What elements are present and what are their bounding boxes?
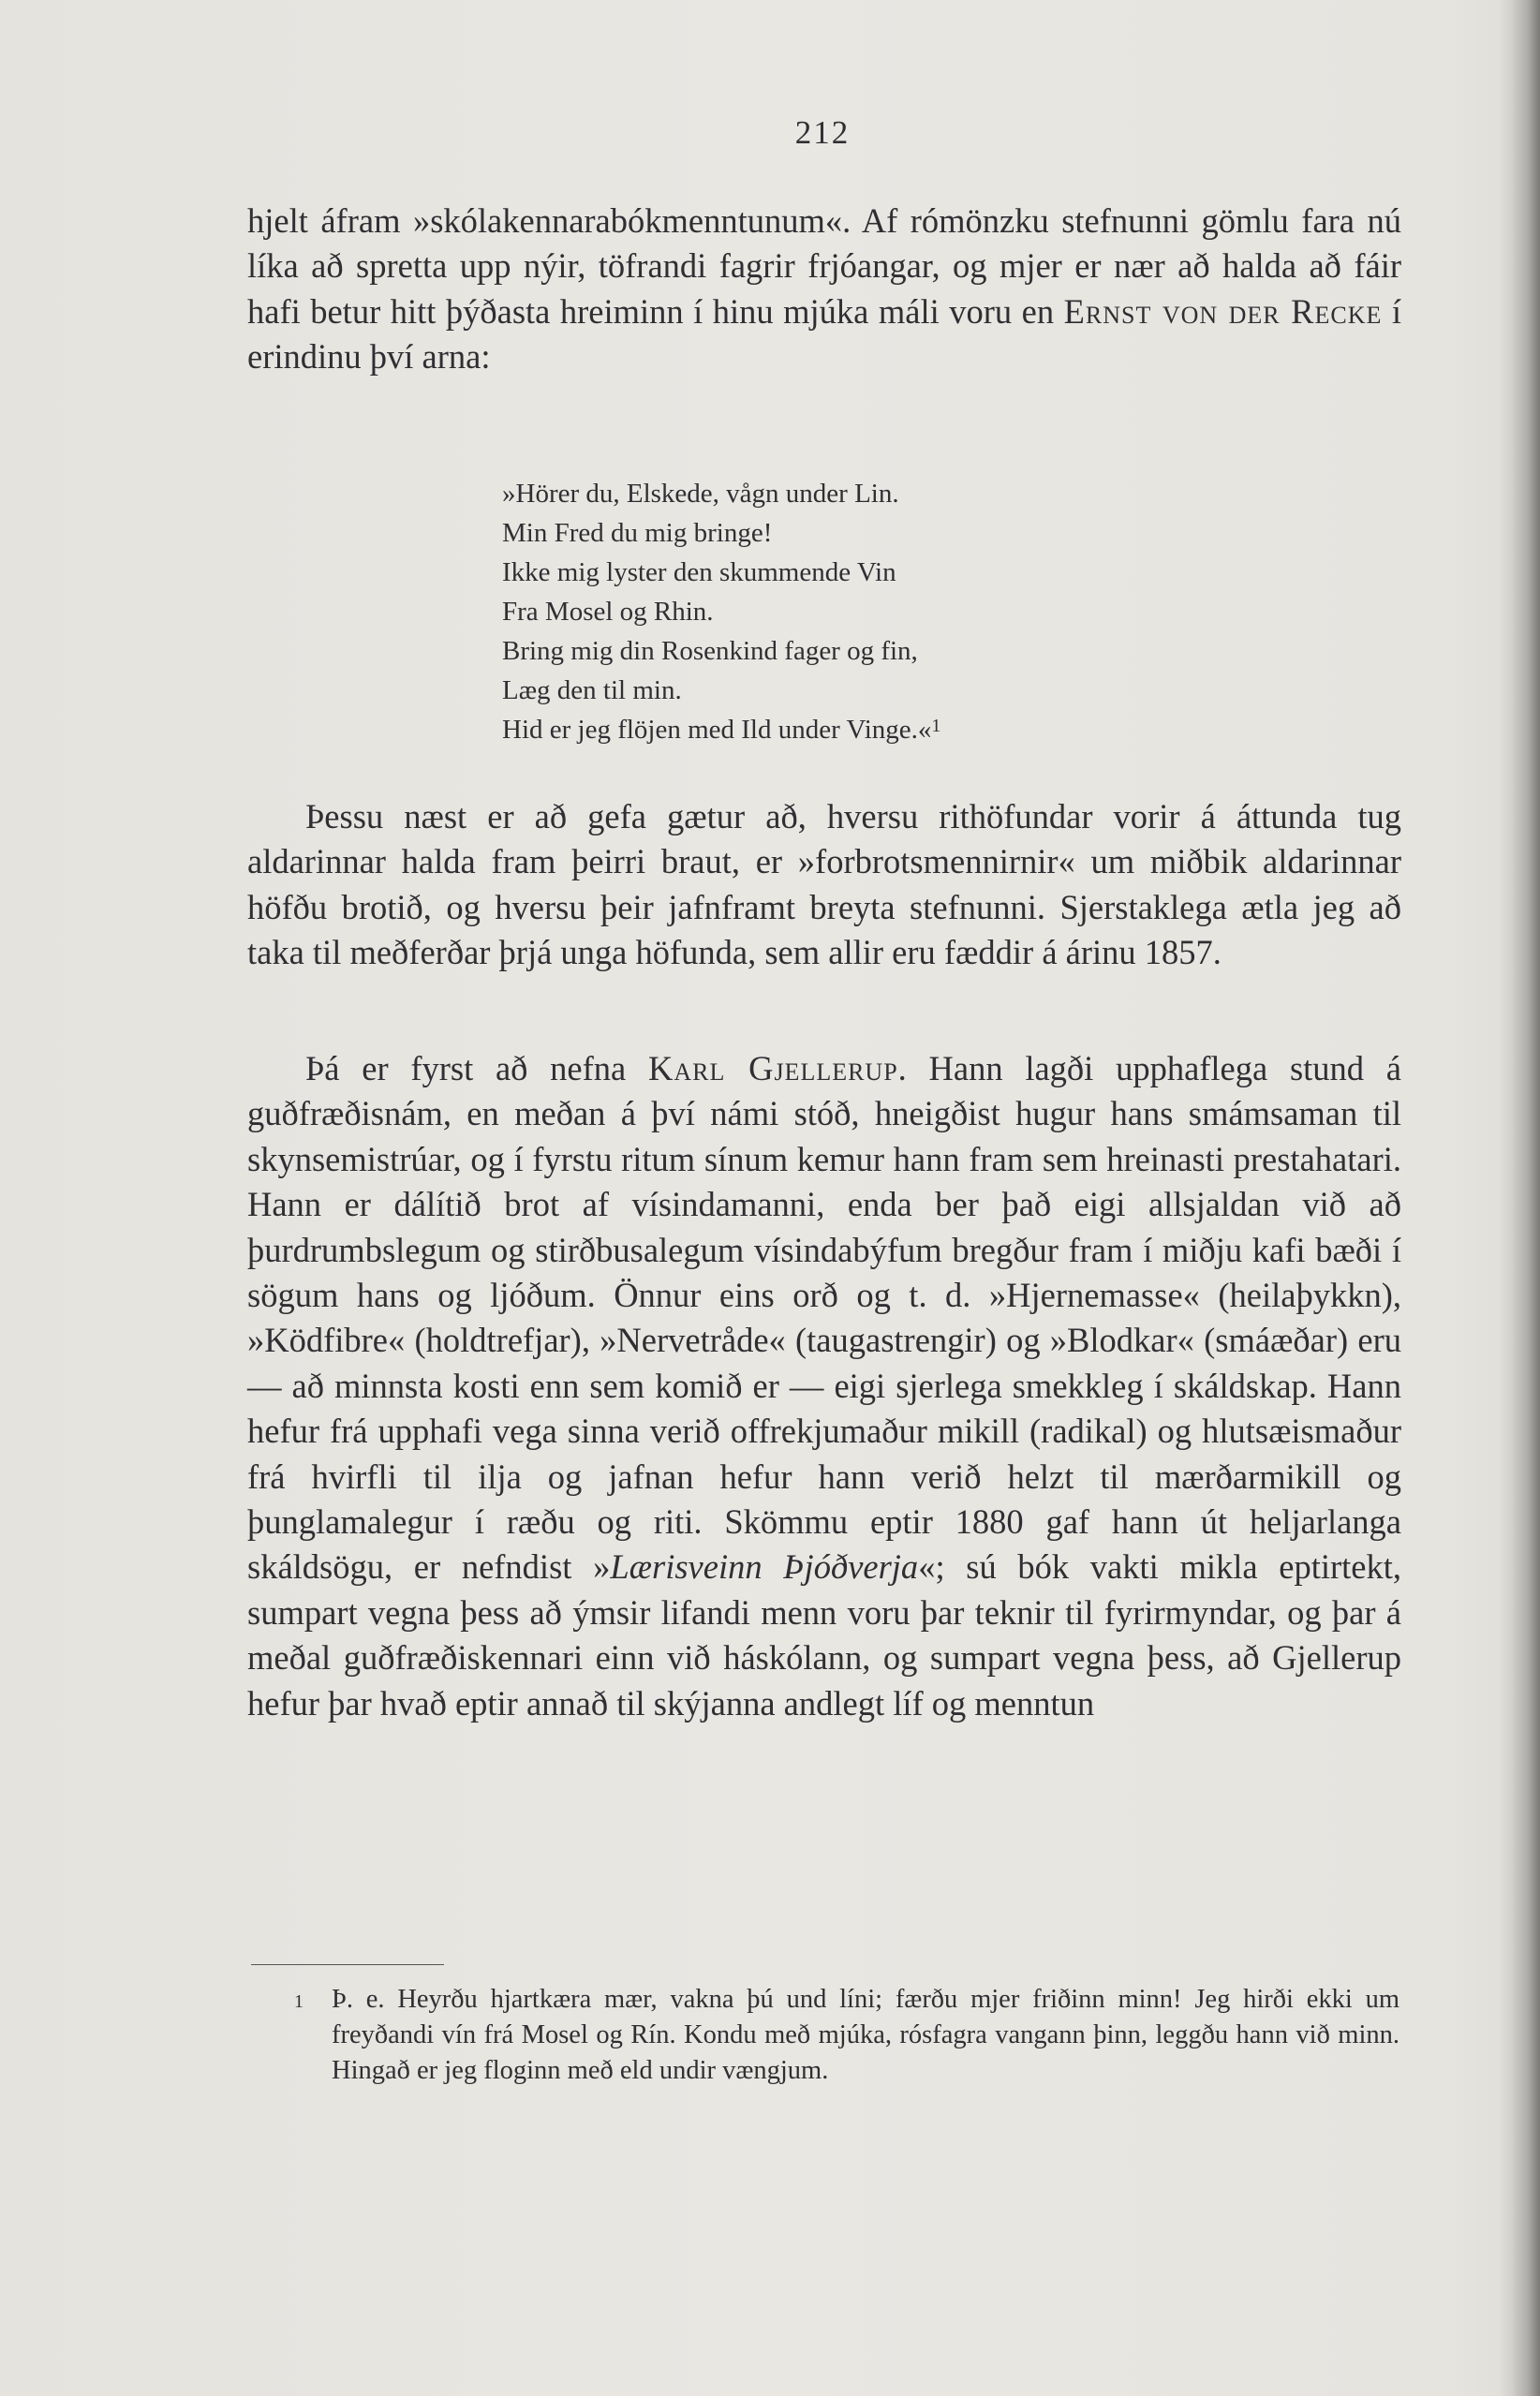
paragraph-3 <box>247 1046 1401 1726</box>
paragraph-2: Þessu næst er að gefa gætur að, hversu rithöfundar vorir á áttunda tug aldarinnar halda fram þeirri braut, er »forbrotsmennirnir« um miðbik aldarinnar höfðu brotið, og hversu þeir jafnframt breyta stefnunni. Sjerstaklega ætla jeg að taka til meðferðar þrjá unga höfunda, sem allir eru fæddir á árinu 1857. <box>247 797 1401 972</box>
poem-line-1: »Hörer du, Elskede, vågn under Lin. <box>502 479 899 509</box>
book-title: Lærisveinn Þjóðverja <box>610 1547 919 1587</box>
poem-quote <box>502 474 940 749</box>
footnote-text: Þ. e. Heyrðu hjartkæra mær, vakna þú und líni; færðu mjer friðinn minn! Jeg hirði ekki um freyðandi vín frá Mosel og Rín. Kondu með mjúka, rósfagra vangann þinn, leggðu hann við minn. Hingað er jeg floginn með eld undir vængjum. <box>332 1985 1399 2085</box>
poem-line-5: Bring mig din Rosenkind fager og fin, <box>502 636 918 666</box>
poem-line-6: Læg den til min. <box>502 675 682 705</box>
footnote-marker: 1 <box>294 1991 304 2012</box>
poem-line-3: Ikke mig lyster den skummende Vin <box>502 557 896 587</box>
footnote-divider <box>251 1964 444 1965</box>
paragraph-3-text-b: . Hann lagði upphaflega stund á guðfræðisnám, en meðan á því námi stóð, hneigðist hugur hans smámsaman til skynsemistrúar, og í fyrstu ritum sínum kemur hann fram sem hreinasti prestahatari. Hann er dálítið brot af vísindamanni, enda ber það eigi allsjaldan við að þurdrumbslegum og stirðbusalegum vísindabýfum bregður fram í miðju kafi bæði í sögum hans og ljóðum. Önnur eins orð og t. d. »Hjernemasse« (heilaþykkn), »Ködfibre« (holdtrefjar), »Nervetråde« (taugastrengir) og »Blodkar« (smáæðar) eru — að minnsta kosti enn sem komið er — eigi sjerlega smekkleg í skáldskap. Hann hefur frá upphafi vega sinna verið offrekjumaður mikill (radikal) og hlutsæismaður frá hvirfli til ilja og jafnan hefur hann verið helzt til mærðarmikill og þunglamalegur í ræðu og riti. Skömmu eptir 1880 gaf hann út heljarlanga skáldsögu, er nefndist » <box>247 1049 1401 1587</box>
footnote-reference: 1 <box>931 716 941 736</box>
poem-line-7 <box>502 710 940 749</box>
footnote <box>294 1982 1399 2089</box>
author-name-recke: Ernst von der Recke <box>1063 291 1383 331</box>
poem-line-4: Fra Mosel og Rhin. <box>502 597 714 627</box>
paragraph-3-text-c: «; sú bók vakti mikla eptirtekt, sumpart vegna þess að ýmsir lifandi menn voru þar teknir til fyrirmyndar, og þar á meðal guðfræðiskennari einn við háskólann, og sumpart vegna þess, að Gjellerup hefur þar hvað eptir annað til skýjanna andlegt líf og menntun <box>247 1547 1401 1723</box>
paragraph-1-text-b: í erindinu því arna: <box>247 291 1401 377</box>
paragraph-1-text-a: hjelt áfram »skólakennarabókmenntunum«. Af rómönzku stefnunni gömlu fara nú líka að spretta upp nýir, töfrandi fagrir frjóangar, og mjer er nær að halda að fáir hafi betur hitt þýðasta hreiminn í hinu mjúka máli voru en <box>247 201 1401 331</box>
paragraph-3-text-a: Þá er fyrst að nefna <box>305 1049 648 1087</box>
poem-line-2: Min Fred du mig bringe! <box>502 518 773 548</box>
poem-line-7-text: Hid er jeg flöjen med Ild under Vinge.« <box>502 715 932 745</box>
author-name-gjellerup: Karl Gjellerup <box>647 1049 898 1087</box>
page-edge-shadow <box>1499 0 1540 2396</box>
paragraph-1 <box>247 199 1401 380</box>
page-number: 212 <box>794 114 851 151</box>
